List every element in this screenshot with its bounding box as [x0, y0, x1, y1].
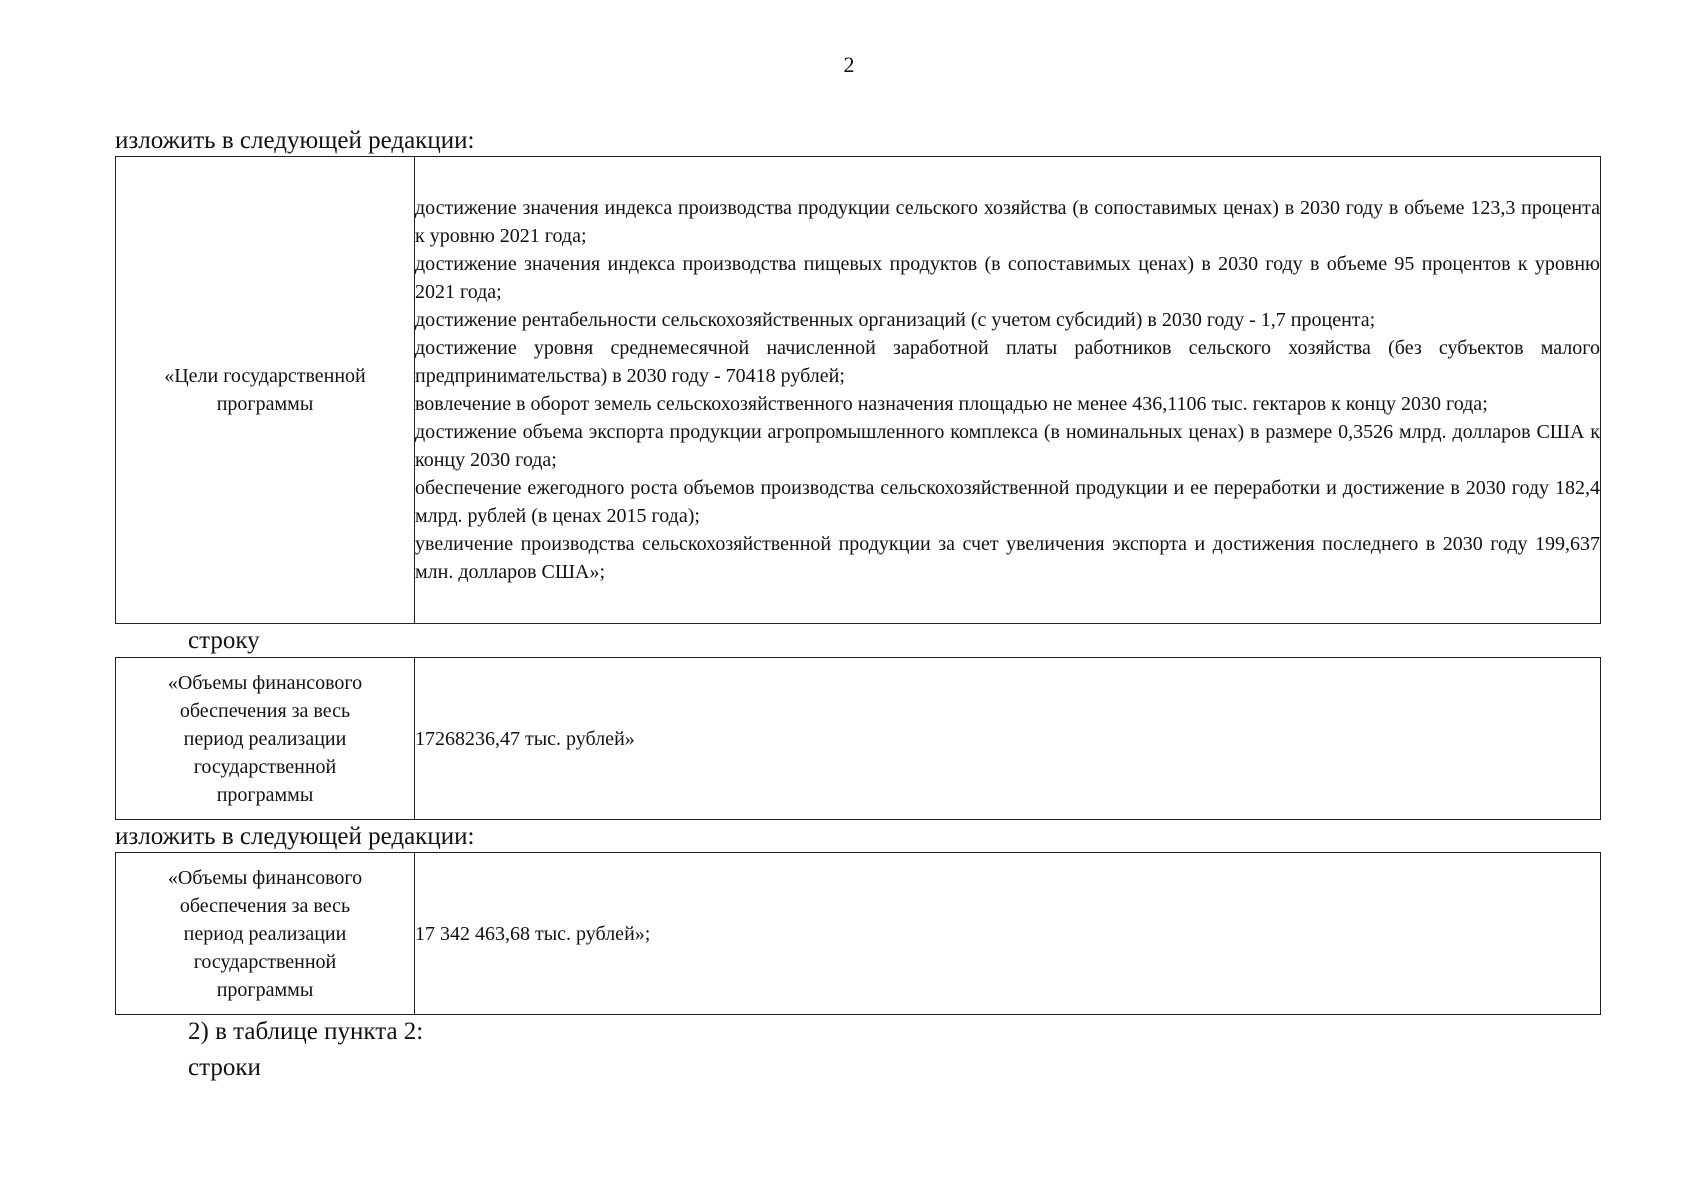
finance-label-line: обеспечения за весь	[179, 699, 351, 722]
goal-item: достижение рентабельности сельскохозяйственных организаций (с учетом субсидий) в 2030 году - 1,7 процента;	[415, 309, 1376, 331]
finance-new-table	[115, 852, 1601, 1015]
finance-new-value: 17 342 463,68 тыс. рублей»;	[415, 853, 1601, 1015]
stroku-text: строку	[188, 627, 260, 654]
finance-label-line: период реализации	[183, 922, 347, 945]
goal-item: увеличение производства сельскохозяйственной продукции за счет увеличения экспорта и достижения последнего в 2030 году 199,637 млн. долларов США»;	[415, 533, 1600, 583]
finance-old-label-cell	[116, 658, 415, 820]
finance-label-line: период реализации	[183, 727, 347, 750]
goal-item: достижение значения индекса производства пищевых продуктов (в сопоставимых ценах) в 2030 году в объеме 95 процентов к уровню 2021 года;	[415, 253, 1600, 303]
finance-label-line: «Объемы финансового	[167, 866, 363, 889]
intro-text-2: изложить в следующей редакции:	[115, 823, 475, 850]
goals-label-line: «Цели государственной	[164, 365, 366, 387]
goals-label-cell	[116, 157, 415, 624]
stroki-text: строки	[188, 1054, 261, 1081]
goals-label-line: программы	[216, 393, 314, 415]
goals-list-cell	[415, 157, 1601, 624]
item-2-text: 2) в таблице пункта 2:	[188, 1018, 424, 1045]
finance-label-line: «Объемы финансового	[167, 671, 363, 694]
goal-item: достижение уровня среднемесячной начисленной заработной платы работников сельского хозяйства (без субъектов малого предпринимательства) в 2030 году - 70418 рублей;	[415, 337, 1600, 387]
page-number: 2	[843, 52, 855, 77]
goal-item: достижение объема экспорта продукции агропромышленного комплекса (в номинальных ценах) в размере 0,3526 млрд. долларов США к концу 2030 года;	[415, 421, 1600, 471]
finance-old-table	[115, 657, 1601, 820]
finance-label-line: обеспечения за весь	[179, 894, 351, 917]
goal-item: обеспечение ежегодного роста объемов производства сельскохозяйственной продукции и ее переработки и достижение в 2030 году 182,4 млрд. рублей (в ценах 2015 года);	[415, 477, 1600, 527]
finance-label-line: государственной	[193, 950, 337, 973]
goal-item: достижение значения индекса производства продукции сельского хозяйства (в сопоставимых ценах) в 2030 году в объеме 123,3 процента к уровню 2021 года;	[415, 197, 1600, 247]
finance-new-label-cell	[116, 853, 415, 1015]
goal-item: вовлечение в оборот земель сельскохозяйственного назначения площадью не менее 436,1106 тыс. гектаров к концу 2030 года;	[415, 393, 1488, 415]
intro-text-1: изложить в следующей редакции:	[115, 127, 475, 154]
finance-label-line: программы	[216, 783, 314, 806]
finance-old-value: 17268236,47 тыс. рублей»	[415, 658, 1601, 820]
goals-table	[115, 156, 1601, 624]
finance-label-line: государственной	[193, 755, 337, 778]
finance-label-line: программы	[216, 978, 314, 1001]
